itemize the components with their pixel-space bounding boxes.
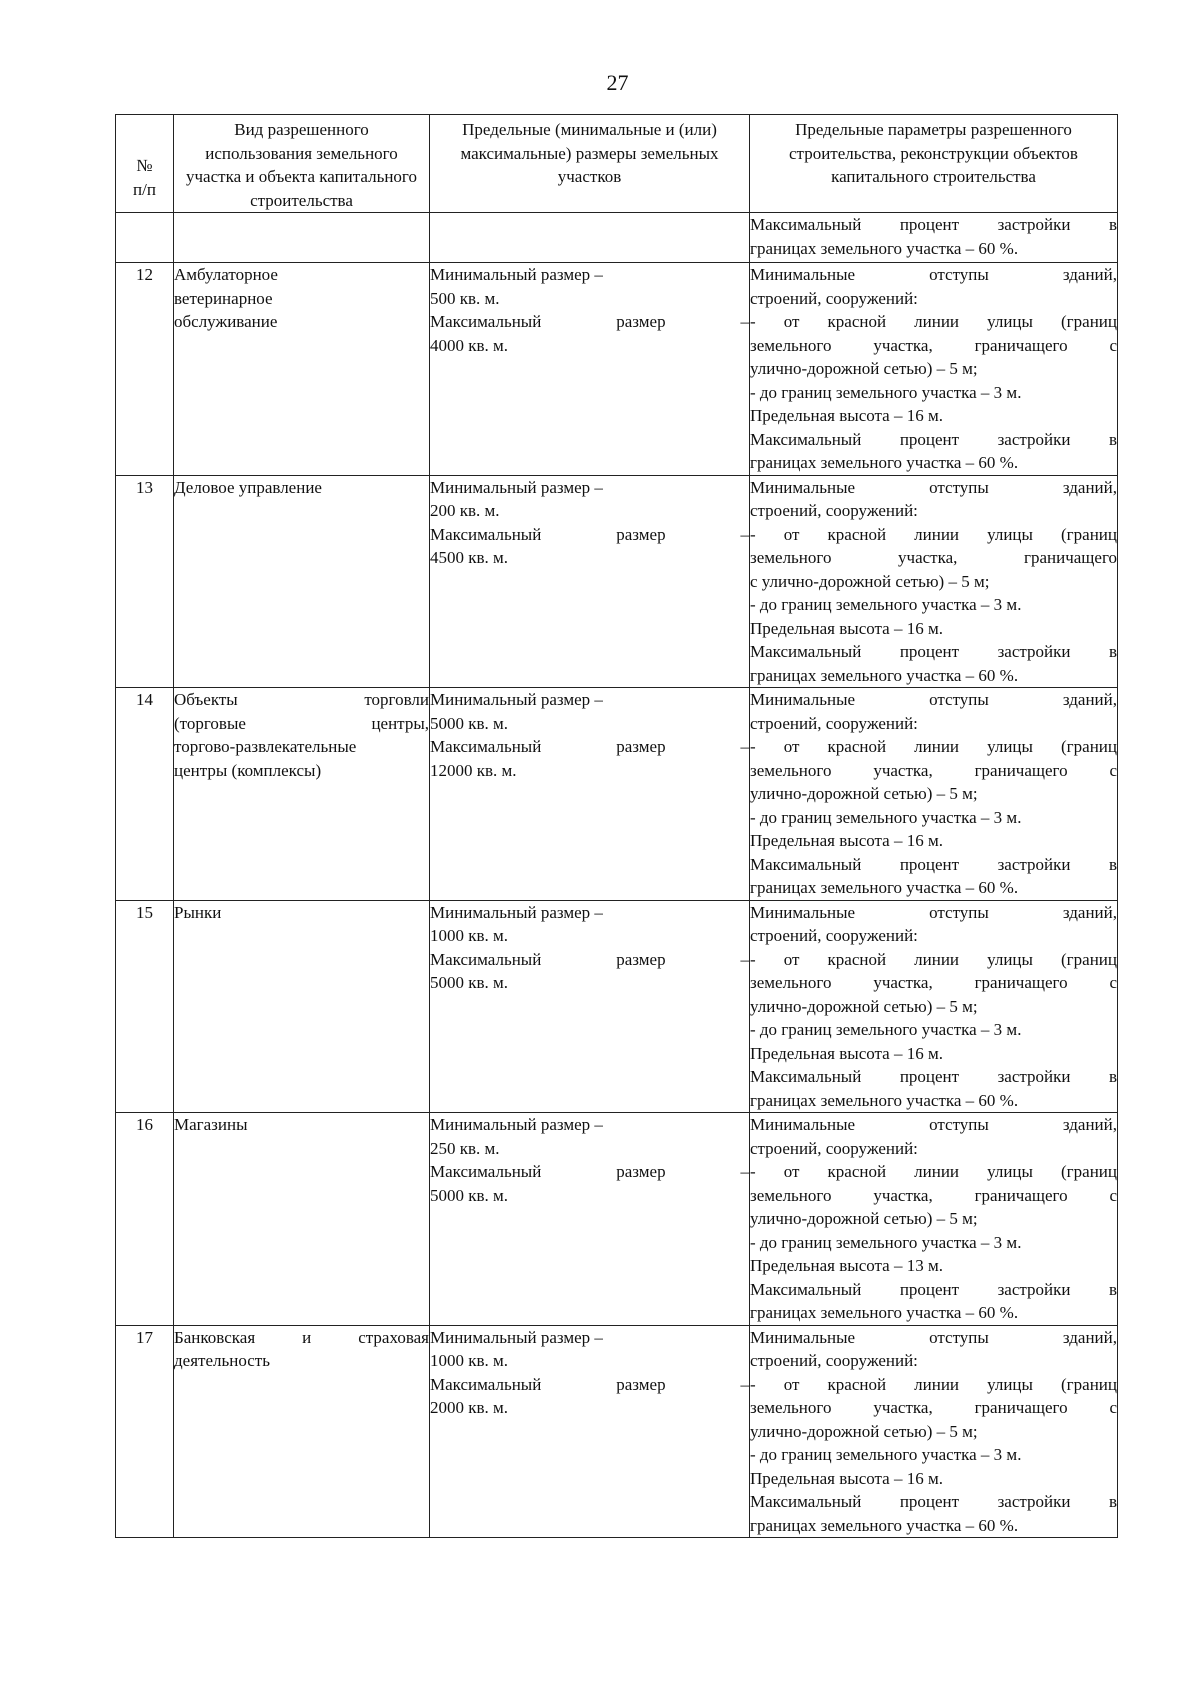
param-line: границах земельного участка – 60 %. — [750, 1090, 1019, 1110]
param-line: - до границ земельного участка – 3 м. — [750, 807, 1022, 827]
use-type-line: ветеринарное — [174, 288, 273, 308]
param-line: улично-дорожной сетью) – 5 м; — [750, 784, 978, 803]
max-size-value: 5000 кв. м. — [430, 1185, 509, 1205]
use-type-cell — [174, 1325, 430, 1538]
param-line: улично-дорожной сетью) – 5 м; — [750, 1421, 978, 1441]
param-line: - от красной линии улицы (границ — [750, 524, 1117, 544]
param-line: земельного участка, граничащего с — [750, 1398, 1117, 1417]
param-line: границах земельного участка – 60 %. — [750, 878, 1019, 897]
param-line: Предельная высота – 16 м. — [750, 1043, 943, 1063]
param-line: земельного участка, граничащего с — [750, 335, 1117, 355]
table-row — [116, 900, 1118, 1113]
row-number: 16 — [116, 1113, 174, 1326]
building-parameters-cell — [750, 263, 1118, 476]
building-parameters-cell — [750, 900, 1118, 1113]
continuation-param-cell — [750, 213, 1118, 263]
header-number: № п/п — [116, 115, 174, 213]
param-line: границах земельного участка – 60 %. — [750, 238, 1019, 258]
row-number: 14 — [116, 688, 174, 901]
param-line: Минимальные отступы зданий, — [750, 1327, 1117, 1347]
use-type-line: Амбулаторное — [174, 265, 278, 284]
param-line: Максимальный процент застройки в — [750, 429, 1117, 449]
plot-size-cell — [430, 1113, 750, 1326]
building-parameters-cell — [750, 475, 1118, 688]
param-line: - до границ земельного участка – 3 м. — [750, 1232, 1022, 1252]
table-header-row — [116, 115, 1118, 213]
table-row — [116, 263, 1118, 476]
param-line: Предельная высота – 16 м. — [750, 831, 943, 850]
min-size-label: Минимальный размер – — [430, 477, 603, 497]
use-type-line: Рынки — [174, 902, 222, 922]
param-line: земельного участка, граничащего с — [750, 760, 1117, 780]
use-type-cell — [174, 263, 430, 476]
building-parameters-cell — [750, 688, 1118, 901]
use-type-cell — [174, 900, 430, 1113]
header-plot-size: Предельные (минимальные и (или) максимальные) размеры земельных участков — [430, 115, 750, 213]
use-type-cell — [174, 1113, 430, 1326]
param-line: строений, сооружений: — [750, 501, 918, 520]
continuation-size-cell — [430, 213, 750, 263]
table-row — [116, 475, 1118, 688]
param-line: - от красной линии улицы (границ — [750, 1374, 1117, 1394]
max-size-value: 12000 кв. м. — [430, 760, 517, 780]
zoning-parameters-table — [115, 114, 1118, 1538]
row-number: 12 — [116, 263, 174, 476]
param-line: Максимальный процент застройки в — [750, 1492, 1117, 1511]
row-number: 17 — [116, 1325, 174, 1538]
use-type-line: деятельность — [174, 1351, 270, 1370]
max-size-value: 4500 кв. м. — [430, 548, 509, 567]
max-size-label: Максимальный размер – — [430, 1162, 749, 1181]
plot-size-cell — [430, 900, 750, 1113]
param-line: строений, сооружений: — [750, 1351, 918, 1370]
continuation-num-cell — [116, 213, 174, 263]
param-line: Минимальные отступы зданий, — [750, 265, 1117, 284]
min-size-value: 200 кв. м. — [430, 501, 500, 520]
param-line: Предельная высота – 16 м. — [750, 406, 943, 425]
use-type-line: торгово-развлекательные — [174, 737, 357, 756]
min-size-label: Минимальный размер – — [430, 690, 603, 709]
param-line: Минимальные отступы зданий, — [750, 690, 1117, 709]
param-line: земельного участка, граничащего с — [750, 1185, 1117, 1205]
min-size-label: Минимальный размер – — [430, 902, 603, 922]
use-type-line: Магазины — [174, 1115, 248, 1134]
param-line: Максимальный процент застройки в — [750, 215, 1117, 234]
param-line: улично-дорожной сетью) – 5 м; — [750, 359, 978, 378]
min-size-label: Минимальный размер – — [430, 1327, 603, 1347]
param-line: улично-дорожной сетью) – 5 м; — [750, 996, 978, 1016]
param-line: - до границ земельного участка – 3 м. — [750, 1020, 1022, 1039]
param-line: строений, сооружений: — [750, 713, 918, 733]
building-parameters-cell — [750, 1325, 1118, 1538]
min-size-value: 1000 кв. м. — [430, 1351, 509, 1370]
param-line: строений, сооружений: — [750, 288, 918, 308]
use-type-cell — [174, 475, 430, 688]
param-line: Предельная высота – 16 м. — [750, 618, 943, 638]
max-size-label: Максимальный размер – — [430, 312, 749, 331]
param-line: - от красной линии улицы (границ — [750, 1162, 1117, 1181]
building-parameters-cell — [750, 1113, 1118, 1326]
plot-size-cell — [430, 263, 750, 476]
min-size-value: 250 кв. м. — [430, 1138, 500, 1158]
max-size-label: Максимальный размер – — [430, 949, 749, 969]
param-line: - до границ земельного участка – 3 м. — [750, 1445, 1022, 1464]
header-use-type: Вид разрешенного использования земельного участка и объекта капитального строительства — [174, 115, 430, 213]
min-size-value: 1000 кв. м. — [430, 926, 509, 945]
param-line: Максимальный процент застройки в — [750, 642, 1117, 661]
row-number: 13 — [116, 475, 174, 688]
max-size-label: Максимальный размер – — [430, 737, 749, 756]
param-line: - от красной линии улицы (границ — [750, 312, 1117, 331]
param-line: строений, сооружений: — [750, 926, 918, 945]
param-line: - от красной линии улицы (границ — [750, 949, 1117, 969]
param-line: земельного участка, граничащего с — [750, 973, 1117, 992]
use-type-line: Банковская и страховая — [174, 1327, 429, 1347]
param-line: Предельная высота – 13 м. — [750, 1256, 943, 1275]
min-size-value: 5000 кв. м. — [430, 713, 509, 733]
min-size-label: Минимальный размер – — [430, 265, 603, 284]
min-size-label: Минимальный размер – — [430, 1115, 603, 1134]
param-line: - до границ земельного участка – 3 м. — [750, 595, 1022, 614]
param-line: Минимальные отступы зданий, — [750, 1115, 1117, 1134]
param-line: Минимальные отступы зданий, — [750, 477, 1117, 497]
max-size-value: 5000 кв. м. — [430, 973, 509, 992]
param-line: границах земельного участка – 60 %. — [750, 453, 1019, 472]
use-type-cell — [174, 688, 430, 901]
page-number: 27 — [606, 70, 629, 95]
row-number: 15 — [116, 900, 174, 1113]
header-building-parameters: Предельные параметры разрешенного строительства, реконструкции объектов капитального строительства — [750, 115, 1118, 213]
max-size-value: 4000 кв. м. — [430, 335, 509, 355]
param-line: Максимальный процент застройки в — [750, 1279, 1117, 1299]
continuation-type-cell — [174, 213, 430, 263]
table-row — [116, 1113, 1118, 1326]
plot-size-cell — [430, 688, 750, 901]
min-size-value: 500 кв. м. — [430, 288, 500, 308]
param-line: Минимальные отступы зданий, — [750, 902, 1117, 922]
plot-size-cell — [430, 1325, 750, 1538]
use-type-line: (торговые центры, — [174, 713, 429, 733]
table-row — [116, 1325, 1118, 1538]
param-line: границах земельного участка – 60 %. — [750, 1515, 1019, 1535]
max-size-label: Максимальный размер – — [430, 524, 749, 544]
param-line: Максимальный процент застройки в — [750, 1067, 1117, 1086]
max-size-label: Максимальный размер – — [430, 1374, 749, 1394]
use-type-line: Деловое управление — [174, 477, 322, 497]
param-line: строений, сооружений: — [750, 1138, 918, 1158]
param-line: улично-дорожной сетью) – 5 м; — [750, 1209, 978, 1228]
plot-size-cell — [430, 475, 750, 688]
table-row — [116, 688, 1118, 901]
param-line: - до границ земельного участка – 3 м. — [750, 382, 1022, 402]
param-line: Максимальный процент застройки в — [750, 854, 1117, 874]
use-type-line: Объекты торговли — [174, 690, 429, 709]
use-type-line: центры (комплексы) — [174, 760, 322, 780]
param-line: Предельная высота – 16 м. — [750, 1468, 943, 1488]
param-line: с улично-дорожной сетью) – 5 м; — [750, 571, 990, 591]
use-type-line: обслуживание — [174, 312, 278, 331]
param-line: границах земельного участка – 60 %. — [750, 665, 1019, 685]
param-line: земельного участка, граничащего — [750, 548, 1117, 567]
max-size-value: 2000 кв. м. — [430, 1398, 509, 1417]
continuation-row — [116, 213, 1118, 263]
param-line: - от красной линии улицы (границ — [750, 737, 1117, 756]
param-line: границах земельного участка – 60 %. — [750, 1303, 1019, 1322]
